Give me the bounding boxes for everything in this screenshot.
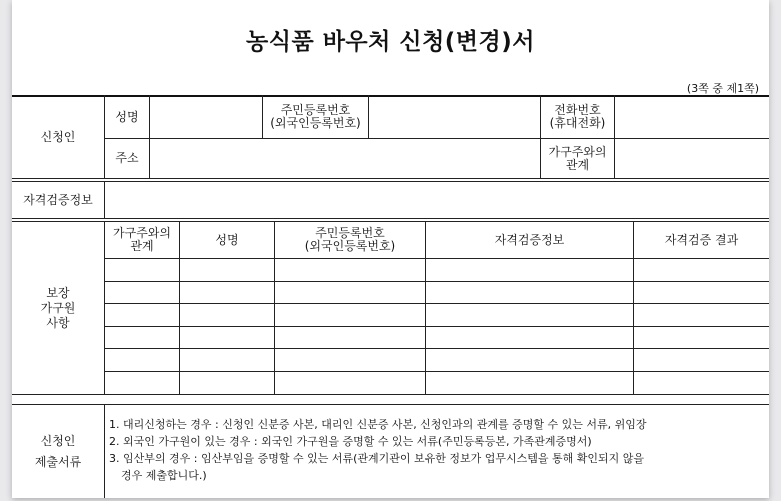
hh-qualification-cell[interactable]: [426, 327, 633, 348]
hh-relation-cell[interactable]: [105, 304, 179, 326]
applicant-address-field[interactable]: [150, 139, 540, 178]
hh-name-cell[interactable]: [180, 259, 274, 281]
hh-relation-cell[interactable]: [105, 282, 179, 303]
header-qualification-info: 자격검증정보: [494, 232, 565, 247]
section-divider: [12, 178, 769, 179]
householder-relation-label: 가구주와의 관계: [548, 144, 607, 172]
hh-result-cell[interactable]: [634, 349, 769, 371]
section-divider: [12, 218, 769, 219]
header-qualification-result: 자격검증 결과: [664, 232, 739, 247]
address-label: 주소: [115, 151, 139, 165]
col-divider: [104, 404, 105, 498]
hh-relation-cell[interactable]: [105, 349, 179, 371]
hh-relation-cell[interactable]: [105, 327, 179, 348]
phone-label: 전화번호 (휴대전화): [549, 103, 606, 130]
hh-result-cell[interactable]: [634, 259, 769, 281]
hh-resident-number-cell[interactable]: [275, 259, 425, 281]
hh-qualification-cell[interactable]: [426, 282, 633, 303]
hh-name-cell[interactable]: [180, 349, 274, 371]
hh-resident-number-cell[interactable]: [275, 349, 425, 371]
household-section-label: 보장 가구원 사항: [40, 285, 76, 330]
qualification-field[interactable]: [105, 182, 769, 218]
name-label: 성명: [115, 109, 139, 124]
header-name: 성명: [215, 232, 239, 247]
hh-resident-number-cell[interactable]: [275, 282, 425, 303]
document-item: 2. 외국인 가구원이 있는 경우 : 외국인 가구원을 증명할 수 있는 서류(주민등록등본, 가족관계증명서): [109, 435, 592, 448]
hh-resident-number-cell[interactable]: [275, 304, 425, 326]
document-item: 경우 제출합니다.): [121, 469, 207, 482]
hh-relation-cell[interactable]: [105, 259, 179, 281]
section-divider: [12, 394, 769, 395]
form-page: [12, 0, 769, 498]
hh-qualification-cell[interactable]: [426, 304, 633, 326]
hh-result-cell[interactable]: [634, 304, 769, 326]
applicant-relation-field[interactable]: [615, 139, 769, 178]
documents-label: 신청인 제출서류: [34, 433, 82, 469]
qualification-label: 자격검증정보: [23, 192, 93, 207]
page-indicator: (3쪽 중 제1쪽): [686, 82, 759, 95]
hh-qualification-cell[interactable]: [426, 349, 633, 371]
hh-result-cell[interactable]: [634, 372, 769, 394]
header-relation: 가구주와의 관계: [113, 226, 171, 253]
hh-name-cell[interactable]: [180, 282, 274, 303]
hh-name-cell[interactable]: [180, 304, 274, 326]
hh-resident-number-cell[interactable]: [275, 327, 425, 348]
resident-number-label: 주민등록번호 (외국인등록번호): [270, 103, 361, 130]
section-divider: [12, 404, 769, 405]
hh-result-cell[interactable]: [634, 282, 769, 303]
header-resident-number: 주민등록번호 (외국인등록번호): [304, 226, 396, 253]
hh-resident-number-cell[interactable]: [275, 372, 425, 394]
applicant-resident-number-field[interactable]: [369, 96, 540, 138]
hh-name-cell[interactable]: [180, 372, 274, 394]
document-item: 1. 대리신청하는 경우 : 신청인 신분증 사본, 대리인 신분증 사본, 신청인과의 관계를 증명할 수 있는 서류, 위임장: [109, 418, 647, 431]
applicant-phone-field[interactable]: [615, 96, 769, 138]
hh-qualification-cell[interactable]: [426, 259, 633, 281]
hh-qualification-cell[interactable]: [426, 372, 633, 394]
applicant-section-label: 신청인: [40, 129, 76, 144]
documents-list: [109, 416, 647, 484]
document-item: 3. 임산부의 경우 : 임산부임을 증명할 수 있는 서류(관계기관이 보유한 정보가 업무시스템을 통해 확인되지 않을: [109, 452, 644, 465]
hh-relation-cell[interactable]: [105, 372, 179, 394]
hh-name-cell[interactable]: [180, 327, 274, 348]
hh-result-cell[interactable]: [634, 327, 769, 348]
form-title: 농식품 바우처 신청(변경)서: [246, 29, 535, 55]
applicant-name-field[interactable]: [150, 96, 262, 138]
